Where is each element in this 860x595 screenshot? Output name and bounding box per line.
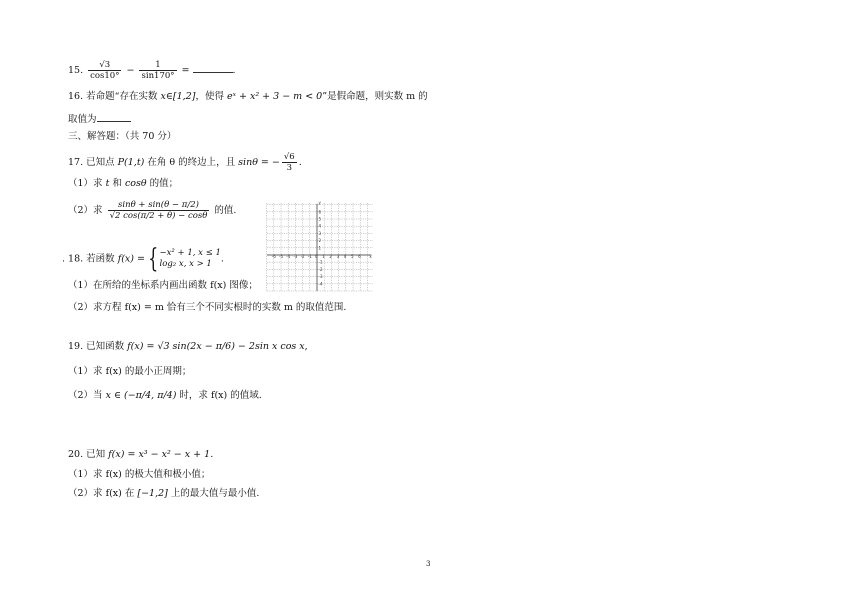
question-15: 15. $\frac{√3}{\cos 10^\circ}$ − $\frac{1}{\sin 170^\circ}$ = . xyxy=(68,60,236,81)
x-tick-label: -5 xyxy=(279,254,283,259)
x-tick-label: 0 xyxy=(315,254,318,259)
q17-sin-fraction: $\frac{√6}{3}$ xyxy=(283,152,295,173)
question-19-part-2: （2）当 x ∈ (−π/4, π/4) 时，求 f(x) 的值域. xyxy=(68,390,262,401)
question-20: 20. 已知 f(x) = x³ − x² − x + 1. xyxy=(68,449,214,460)
question-18-part-1: （1）在所给的坐标系内画出函数 f(x) 图像； xyxy=(68,280,258,291)
x-tick-label: 5 xyxy=(351,254,354,259)
answer-blank-16 xyxy=(97,112,131,122)
question-20-part-2: （2）求 f(x) 在 [−1,2] 上的最大值与最小值. xyxy=(68,488,260,499)
y-tick-label: -4 xyxy=(318,281,323,287)
q15-number: 15. xyxy=(68,65,84,76)
question-17-part-2: （2）求 $\frac{\sin\theta + \sin(\theta - \pi/2)}{√2 \cos(\pi/2 + \theta) - \cos\theta}$ 的值. xyxy=(68,200,237,221)
x-tick-label: -1 xyxy=(307,254,312,259)
question-17-part-1: （1）求 t 和 cosθ 的值； xyxy=(68,178,179,189)
x-tick-label: -6 xyxy=(271,254,276,259)
x-tick-label: 4 xyxy=(343,254,347,259)
y-tick-label: 2 xyxy=(318,238,322,244)
question-17: 17. 已知点 P(1,t) 在角 θ 的终边上，且 sinθ = − $\frac{√6}{3}$ . xyxy=(68,152,302,173)
x-tick-label: 6 xyxy=(358,254,361,259)
page-number: 3 xyxy=(426,560,431,568)
y-tick-label: 5 xyxy=(318,216,322,222)
x-tick-label: -2 xyxy=(300,254,305,259)
question-19-part-1: （1）求 f(x) 的最小正周期； xyxy=(68,366,192,377)
piecewise-cases: −x² + 1, x ≤ 1 log₂ x, x > 1 xyxy=(159,248,221,269)
y-tick-label: y xyxy=(318,201,321,205)
y-tick-label: -3 xyxy=(318,274,323,280)
x-tick-label: -3 xyxy=(293,254,298,259)
y-tick-label: 1 xyxy=(318,245,322,251)
x-tick-label: x xyxy=(369,254,372,259)
q15-fraction-2: $\frac{1}{\sin 170^\circ}$ xyxy=(141,60,175,81)
question-19: 19. 已知函数 f(x) = √3 sin(2x − π/6) − 2sin x cos x, xyxy=(68,341,308,352)
x-tick-label: -4 xyxy=(286,254,291,259)
y-tick-label: 3 xyxy=(318,230,322,236)
coordinate-grid xyxy=(265,201,375,293)
x-tick-label: 1 xyxy=(322,254,325,259)
question-16: 16. 若命题“存在实数 x∈[1,2]，使得 eˣ + x² + 3 − m < 0”是假命题，则实数 m 的 xyxy=(68,91,428,102)
question-18: . 18. 若函数 f(x) = { −x² + 1, x ≤ 1 log₂ x, x > 1 . xyxy=(62,244,224,274)
q17-expression-fraction: $\frac{\sin\theta + \sin(\theta - \pi/2)}{√2 \cos(\pi/2 + \theta) - \cos\theta}$ xyxy=(109,200,208,221)
x-tick-label: 2 xyxy=(329,254,332,259)
q15-fraction-1: $\frac{√3}{\cos 10^\circ}$ xyxy=(90,60,120,81)
y-tick-label: 4 xyxy=(318,223,322,229)
y-tick-label: 6 xyxy=(318,209,322,215)
y-tick-label: -2 xyxy=(318,266,323,272)
question-16-line-2: 取值为 xyxy=(68,112,131,126)
x-tick-label: 3 xyxy=(336,254,340,259)
answer-blank-15 xyxy=(193,63,233,73)
question-20-part-1: （1）求 f(x) 的极大值和极小值； xyxy=(68,469,211,480)
y-tick-label: -1 xyxy=(318,259,323,265)
section-heading: 三、解答题：（共 70 分） xyxy=(68,131,177,142)
question-18-part-2: （2）求方程 f(x) = m 恰有三个不同实根时的实数 m 的取值范围. xyxy=(68,302,347,313)
